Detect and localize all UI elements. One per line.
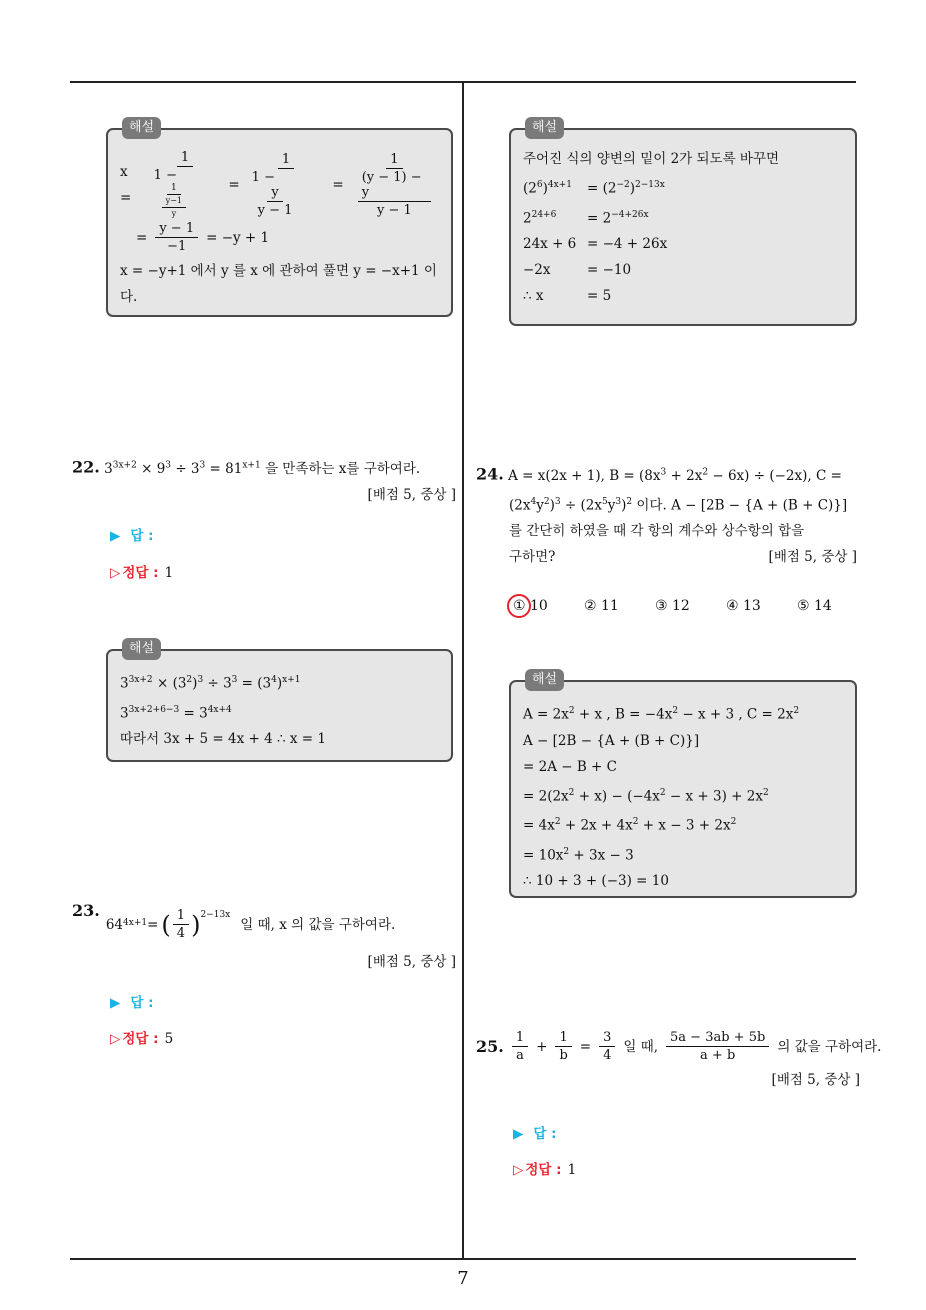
correct-value: 1	[164, 565, 174, 581]
sol21-frac3: $\frac{1}{\frac{(y - 1) - y}{y - 1}}$	[352, 152, 437, 218]
sol21-frac1: 1 1 − $\frac{1}{\frac{y-1}{y}}$	[150, 150, 221, 219]
sol22-line3: 따라서 3x + 5 = 4x + 4 ∴ x = 1	[120, 731, 326, 747]
question-22	[72, 452, 456, 508]
play-icon: ▶	[110, 528, 121, 544]
question-number: 25.	[476, 1036, 504, 1056]
answer-label: 답 :	[533, 1126, 557, 1142]
q25-plus: +	[536, 1038, 548, 1055]
q25-eq: =	[579, 1038, 592, 1055]
score-label: [배점 5, 중상 ]	[771, 1072, 860, 1088]
choice-list-24	[513, 598, 868, 614]
solution-tag: 해설	[525, 117, 564, 139]
correct-label: 정답 :	[525, 1162, 562, 1178]
sol21-text: x = −y+1 에서 y 를 x 에 관하여 풀면 y = −x+1 이다.	[120, 263, 437, 305]
sol24-line: = $4x^2 + 2x + 4x^2 + x - 3 + 2x^2$	[523, 817, 737, 834]
question-24	[476, 459, 860, 570]
solution-tag: 해설	[525, 669, 564, 691]
play-outline-icon: ▷	[513, 1162, 524, 1178]
sol21-l2-eq: =	[136, 229, 148, 246]
question-number: 22.	[72, 457, 100, 477]
q25-frac3: $\frac{3}{4}$	[599, 1030, 615, 1063]
play-outline-icon: ▷	[110, 565, 121, 581]
solution-box-21	[106, 120, 453, 317]
choice-2[interactable]: ② 11	[584, 598, 619, 614]
q22-expression: $3^{3x+2} \times 9^3 \div 3^3 = 81^{x+1}$ 을 만족하는 x를 구하여라.	[104, 460, 421, 477]
sol23-intro: 주어진 식의 양변의 밑이 2가 되도록 바꾸면	[523, 151, 780, 167]
selected-circle-mark	[507, 594, 531, 618]
score-label: [배점 5, 중상 ]	[367, 954, 456, 970]
q25-frac1: $\frac{1}{a}$	[512, 1030, 528, 1063]
score-label: [배점 5, 중상 ]	[367, 486, 456, 503]
solution-tag: 해설	[122, 117, 161, 139]
sol21-lhs: x =	[120, 163, 132, 206]
sol23-row: $(2^6)^{4x+1}$ = $(2^{-2})^{2-13x}$	[523, 180, 665, 197]
play-icon: ▶	[110, 995, 121, 1011]
correct-value: 1	[567, 1162, 577, 1178]
q24-line2: $(2x^4y^2)^3 \div (2x^5y^3)^2$ 이다. A − [2B − {A + (B + C)}]	[509, 496, 848, 513]
q25-frac2: $\frac{1}{b}$	[555, 1030, 571, 1063]
q24-line4: 구하면?	[509, 549, 556, 565]
correct-row-25	[513, 1160, 576, 1180]
solution-tag: 해설	[122, 638, 161, 660]
sol21-l2-rhs: = −y + 1	[206, 229, 270, 246]
play-icon: ▶	[513, 1126, 524, 1142]
sol22-line1: $3^{3x+2} \times (3^2)^3 \div 3^3 = (3^4)^{x+1}$	[120, 675, 301, 692]
sol23-row: −2x = −10	[523, 262, 632, 278]
column-divider	[462, 81, 464, 1259]
sol23-row: 24x + 6 = −4 + 26x	[523, 236, 668, 252]
bottom-rule	[70, 1258, 856, 1260]
q25-mid: 일 때,	[623, 1038, 659, 1055]
correct-row-22	[110, 563, 173, 583]
question-number: 23.	[72, 901, 100, 920]
sol24-line: ∴ 10 + 3 + (−3) = 10	[523, 873, 669, 889]
answer-row-23	[110, 993, 154, 1013]
sol21-eq2: =	[332, 176, 344, 193]
correct-label: 정답 :	[122, 1031, 159, 1047]
answer-row-22	[110, 526, 154, 546]
correct-row-23	[110, 1029, 173, 1049]
question-25	[476, 1030, 882, 1093]
answer-row-25	[513, 1124, 557, 1144]
correct-value: 5	[164, 1031, 174, 1047]
q24-line3: 를 간단히 하였을 때 각 항의 계수와 상수항의 합을	[509, 523, 805, 539]
correct-label: 정답 :	[122, 565, 159, 581]
q25-text: 의 값을 구하여라.	[777, 1038, 882, 1055]
solution-box-23	[509, 120, 857, 326]
choice-1[interactable]: ① 10	[513, 598, 584, 614]
choice-3[interactable]: ③ 12	[655, 598, 690, 614]
score-label: [배점 5, 중상 ]	[768, 549, 857, 565]
sol21-frac4: $\frac{y - 1}{-1}$	[155, 221, 198, 254]
sol24-line: = 2A − B + C	[523, 758, 617, 775]
solution-box-22	[106, 641, 453, 762]
choice-4[interactable]: ④ 13	[726, 598, 761, 614]
page-number: 7	[457, 1268, 469, 1289]
sol24-line: $A = 2x^2 + x$ , $B = -4x^2 - x + 3$ , $C = 2x^2$	[523, 706, 800, 723]
sol21-eq1: =	[228, 176, 240, 193]
choice-5[interactable]: ⑤ 14	[797, 598, 832, 614]
sol24-line: = $10x^2 + 3x - 3$	[523, 846, 634, 863]
play-outline-icon: ▷	[110, 1031, 121, 1047]
q25-frac4: $\frac{5a - 3ab + 5b}{a + b}$	[666, 1030, 769, 1063]
sol24-line: = $2(2x^2 + x) - (-4x^2 - x + 3) + 2x^2$	[523, 787, 769, 804]
sol23-row: $2^{24+6}$ = $2^{-4+26x}$	[523, 209, 649, 226]
solution-box-24	[509, 672, 857, 898]
sol21-frac2: 1 1 − $\frac{y}{y - 1}$	[251, 151, 293, 218]
answer-label: 답 :	[130, 995, 154, 1011]
sol22-line2: $3^{3x+2+6-3} = 3^{4x+4}$	[120, 704, 232, 721]
sol23-row: ∴ x = 5	[523, 288, 612, 304]
question-number: 24.	[476, 464, 504, 484]
q24-line1: A = x(2x + 1), $B = (8x^3 + 2x^2 - 6x) \div (-2x)$, C =	[508, 467, 842, 484]
answer-label: 답 :	[130, 528, 154, 544]
sol24-line: A − [2B − {A + (B + C)}]	[523, 732, 700, 749]
question-23	[72, 898, 456, 975]
q23-expression: 64 4x+1 = ( $\frac{1}{4}$ ) $^{2-13x}$ 일 때, x 의 값을 구하여라.	[105, 908, 396, 941]
